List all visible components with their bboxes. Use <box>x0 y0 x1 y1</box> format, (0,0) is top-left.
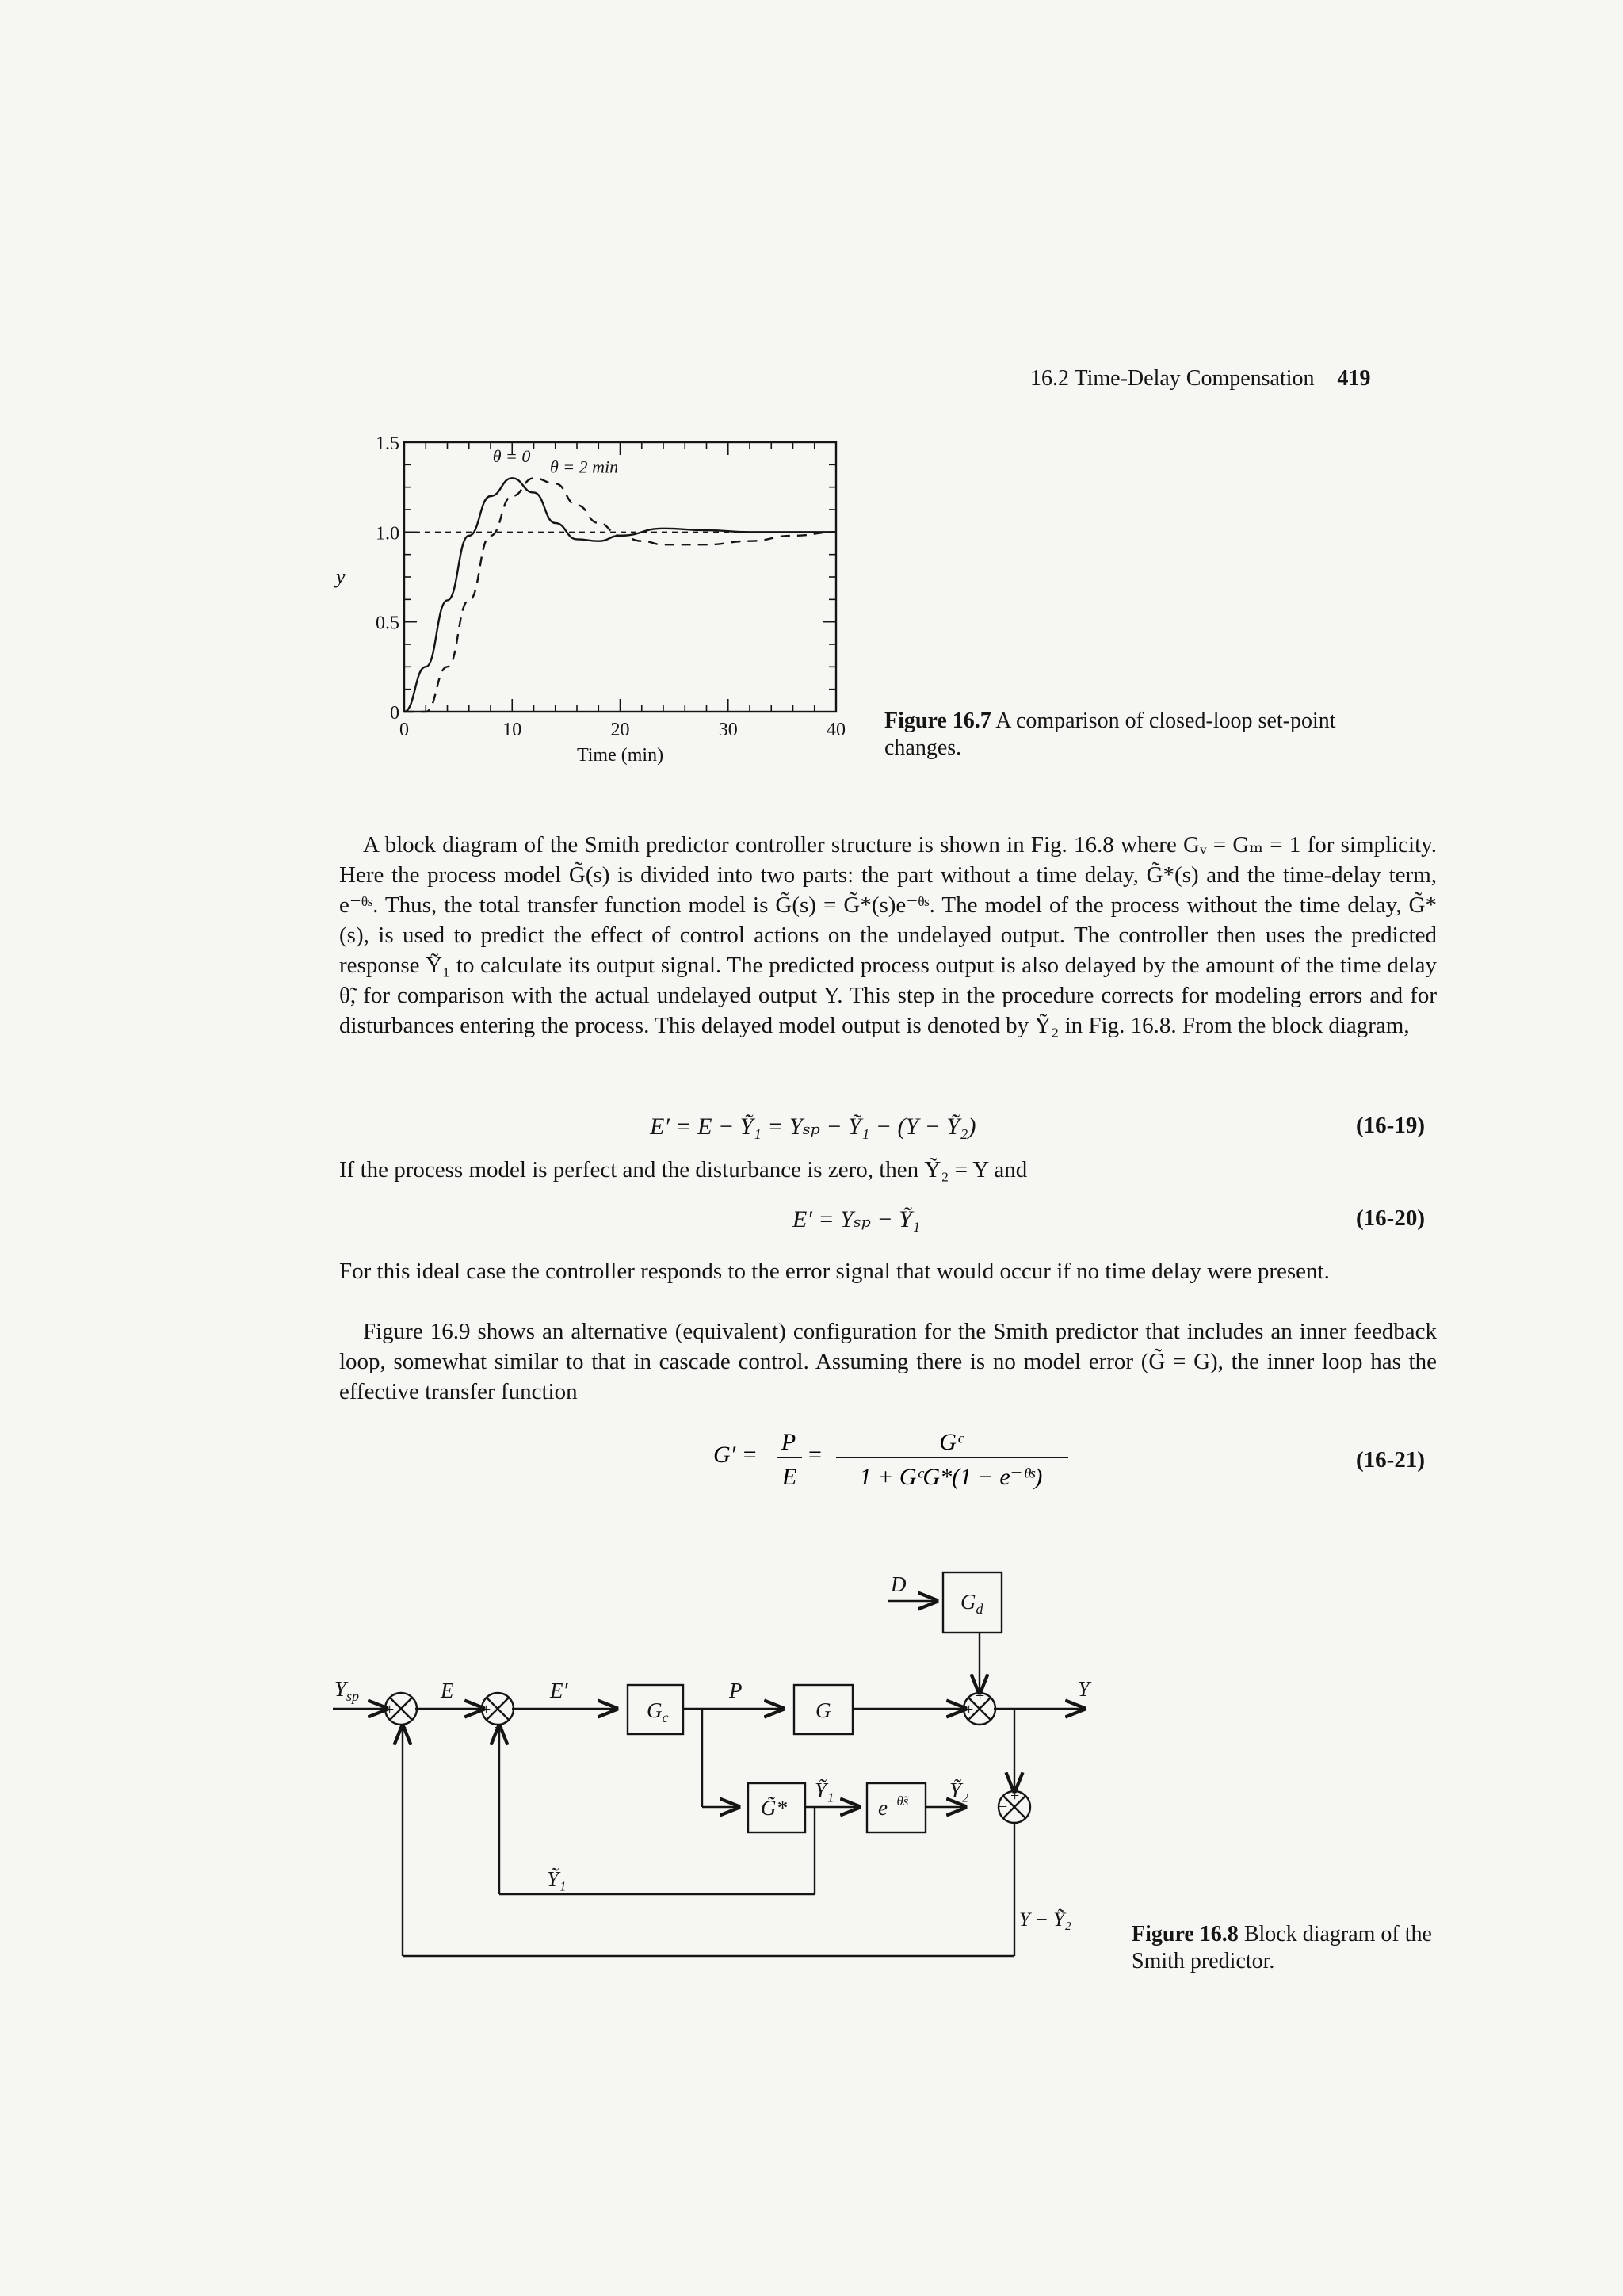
eq-16-21-eq: = <box>808 1442 822 1468</box>
x-axis-label: Time (min) <box>576 745 664 766</box>
eq-16-21-den1: E <box>781 1464 797 1490</box>
block-g-label: G <box>815 1698 831 1722</box>
x-tick-label: 10 <box>502 720 522 740</box>
y-axis-label: y <box>336 565 346 588</box>
equation-16-19 <box>650 1113 976 1140</box>
equation-16-21-number: (16-21) <box>1356 1447 1425 1473</box>
y-tick-label: 0 <box>390 703 399 724</box>
block-gd-label: $G_d$ <box>960 1590 983 1617</box>
signal-e-label: E <box>441 1679 454 1702</box>
page-number: 419 <box>1337 366 1371 391</box>
figure-16-7-label: Figure 16.7 <box>884 709 991 733</box>
equation-16-20 <box>792 1205 920 1233</box>
figure-16-7-text: A comparison of closed-loop set-point changes. <box>884 709 1336 760</box>
junction-4-minus: − <box>999 1798 1008 1816</box>
eq-16-21-num1: P <box>781 1429 796 1455</box>
signal-ysp-label: $Y_{sp}$ <box>334 1677 360 1704</box>
block-gc-label: $G_c$ <box>647 1698 669 1725</box>
sentence-2: If the process model is perfect and the disturbance is zero, then Ỹ₂ = Y and <box>339 1157 1028 1182</box>
figure-16-8-text: Block diagram of the Smith predictor. <box>1132 1922 1432 1973</box>
signal-y1-feedback-label: Ỹ₁ <box>547 1867 567 1891</box>
series-line-theta-0 <box>404 478 836 712</box>
x-tick-label: 40 <box>827 720 846 740</box>
junction-2-plus: + <box>482 1701 491 1718</box>
signal-eprime-label: E′ <box>550 1679 568 1702</box>
junction-1-minus: − <box>398 1719 407 1736</box>
junction-4-plus: + <box>1010 1787 1020 1805</box>
series-line-theta-2 <box>404 478 836 712</box>
paragraph-4: Figure 16.9 shows an alternative (equivalent) configuration for the Smith predictor that includes an inner feedback loop, somewhat similar to that in cascade control. Assuming there is no model error (G̃ = G), the inner loop has the effective transfer function <box>339 1319 1437 1404</box>
equation-16-20-number: (16-20) <box>1356 1205 1425 1231</box>
equation-16-19-expr: E′ = E − Ỹ₁ = Yₛₚ − Ỹ₁ − (Y − Ỹ₂) <box>650 1114 976 1140</box>
annotation-theta-2: θ = 2 min <box>549 457 619 477</box>
junction-3-plus-left: + <box>964 1701 974 1718</box>
signal-y-label: Y <box>1078 1677 1090 1701</box>
eq-16-21-lhs: G′ = <box>713 1442 758 1468</box>
equation-16-21 <box>713 1423 1125 1502</box>
figure-16-8-block-diagram <box>317 1553 1109 1997</box>
x-tick-label: 30 <box>718 720 738 740</box>
paragraph-1: A block diagram of the Smith predictor controller structure is shown in Fig. 16.8 where Gᵥ = Gₘ = 1 for simplicity. Here the process model G̃(s) is divided into two parts: the part without a time delay, G̃*(s) and the time-delay term, e⁻ᶿˢ. Thus, the total transfer function model is G̃(s) = G̃*(s)e⁻ᶿˢ. The model of the process without the time delay, G̃*(s), is used to predict the effect of control actions on the undelayed output. The controller then uses the predicted response Ỹ₁ to calculate its output signal. The predicted process output is also delayed by the amount of the time delay θ̃, for comparison with the actual undelayed output Y. This step in the procedure corrects for modeling errors and for disturbances entering the process. This delayed model output is denoted by Ỹ₂ in Fig. 16.8. From the block diagram, <box>339 832 1437 1038</box>
equation-16-20-expr: E′ = Yₛₚ − Ỹ₁ <box>792 1206 921 1232</box>
x-tick-label: 20 <box>610 720 630 740</box>
signal-y-minus-y2-label: Y − Ỹ₂ <box>1019 1909 1071 1931</box>
x-tick-label: 0 <box>399 720 409 740</box>
y-tick-label: 0.5 <box>376 613 399 634</box>
eq-16-21-den2: 1 + GᶜG*(1 − e⁻ᶿˢ) <box>859 1464 1043 1490</box>
figure-16-8-label: Figure 16.8 <box>1132 1922 1239 1946</box>
figure-16-7-caption <box>884 708 1392 762</box>
junction-1-plus: + <box>385 1701 395 1718</box>
plot-frame <box>404 442 836 712</box>
figure-16-8-caption <box>1132 1921 1433 1975</box>
signal-y2-label: Ỹ₂ <box>949 1778 969 1802</box>
signal-p-label: P <box>729 1679 743 1702</box>
paragraph-3: For this ideal case the controller responds to the error signal that would occur if no time delay were present. <box>339 1259 1330 1284</box>
y-tick-label: 1.5 <box>376 434 399 454</box>
junction-3-plus-top: + <box>976 1687 985 1705</box>
figure-16-7-chart <box>317 412 888 777</box>
junction-2-minus: − <box>495 1719 504 1736</box>
y-tick-label: 1.0 <box>376 523 399 544</box>
signal-y1-label: Ỹ₁ <box>815 1778 834 1802</box>
equation-16-19-number: (16-19) <box>1356 1113 1425 1138</box>
section-title: 16.2 Time-Delay Compensation <box>1030 366 1315 391</box>
block-gstar-label: G̃* <box>761 1796 787 1820</box>
signal-d-label: D <box>891 1572 907 1596</box>
block-delay-label: $e^{-\thetãs}$ <box>878 1794 909 1820</box>
running-header <box>1030 366 1371 392</box>
annotation-theta-0: θ = 0 <box>492 445 531 466</box>
eq-16-21-num2: Gᶜ <box>939 1429 963 1455</box>
